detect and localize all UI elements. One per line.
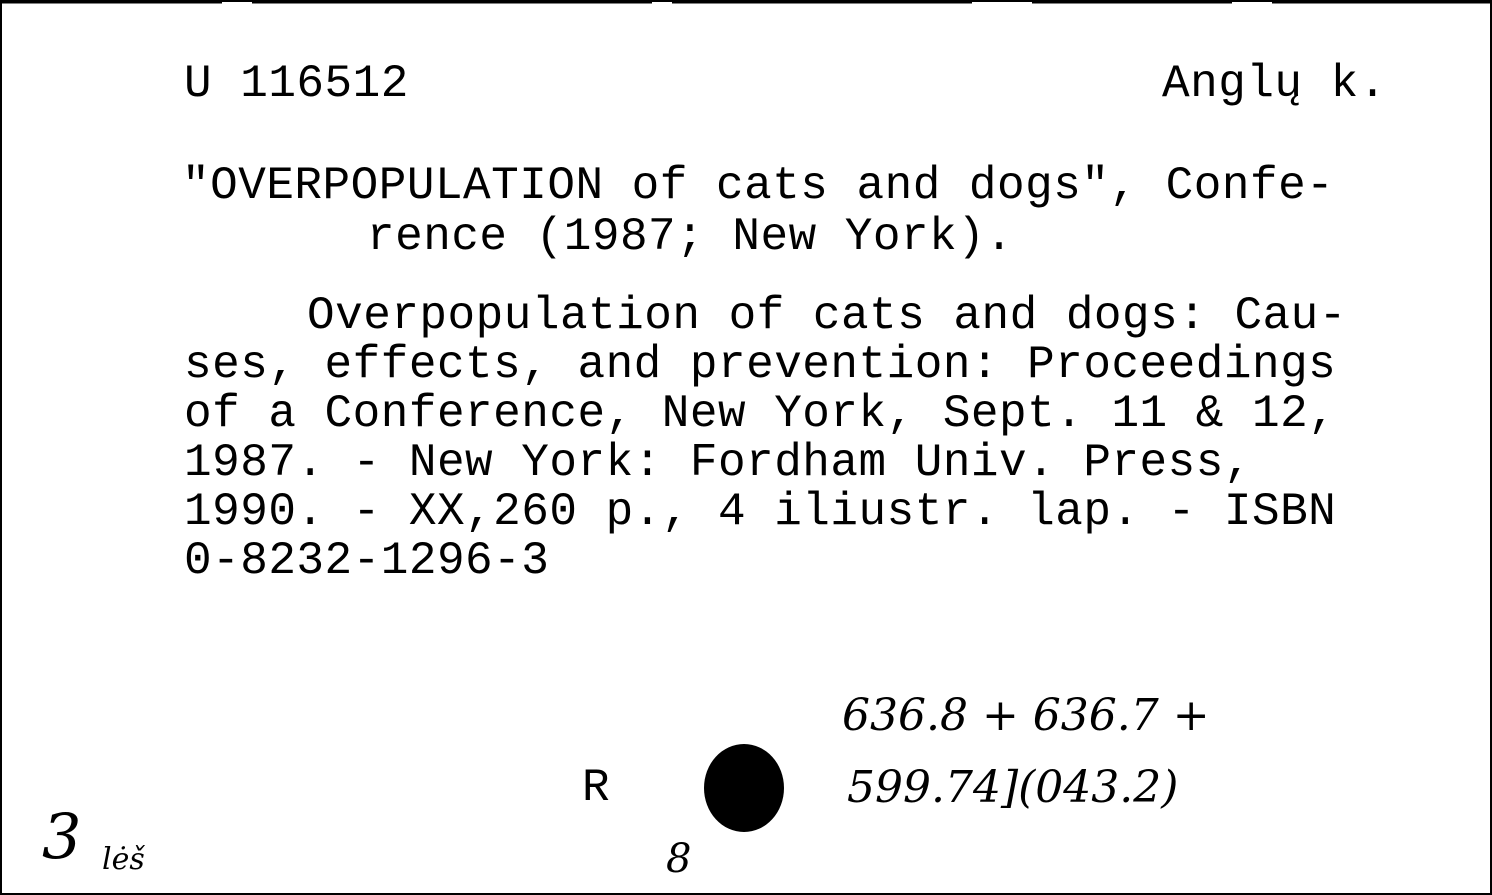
card-top-edge — [2, 0, 1492, 6]
description-line: 1990. - XX,260 p., 4 iliustr. lap. - ISBN — [184, 486, 1337, 538]
mark-r: R — [582, 762, 611, 814]
description-line: ses, effects, and prevention: Proceedings — [184, 339, 1337, 391]
classification-line-1: 636.8 + 636.7 + — [842, 690, 1210, 741]
description-line: of a Conference, New York, Sept. 11 & 12, — [184, 388, 1337, 440]
bottom-number: 8 — [666, 836, 692, 882]
language-note: Anglų k. — [1162, 58, 1387, 110]
corner-note: lėš — [102, 842, 145, 877]
description-line: Overpopulation of cats and dogs: Cau- — [307, 290, 1347, 342]
corner-number: 3 — [42, 800, 82, 873]
heading-line-1: "OVERPOPULATION of cats and dogs", Confe- — [182, 160, 1335, 212]
punched-hole — [704, 744, 784, 832]
classification-line-2: 599.74](043.2) — [847, 762, 1179, 813]
description-line: 0-8232-1296-3 — [184, 535, 550, 587]
call-number: U 116512 — [184, 58, 409, 110]
description-line: 1987. - New York: Fordham Univ. Press, — [184, 437, 1252, 489]
heading-line-2: rence (1987; New York). — [367, 211, 1014, 263]
